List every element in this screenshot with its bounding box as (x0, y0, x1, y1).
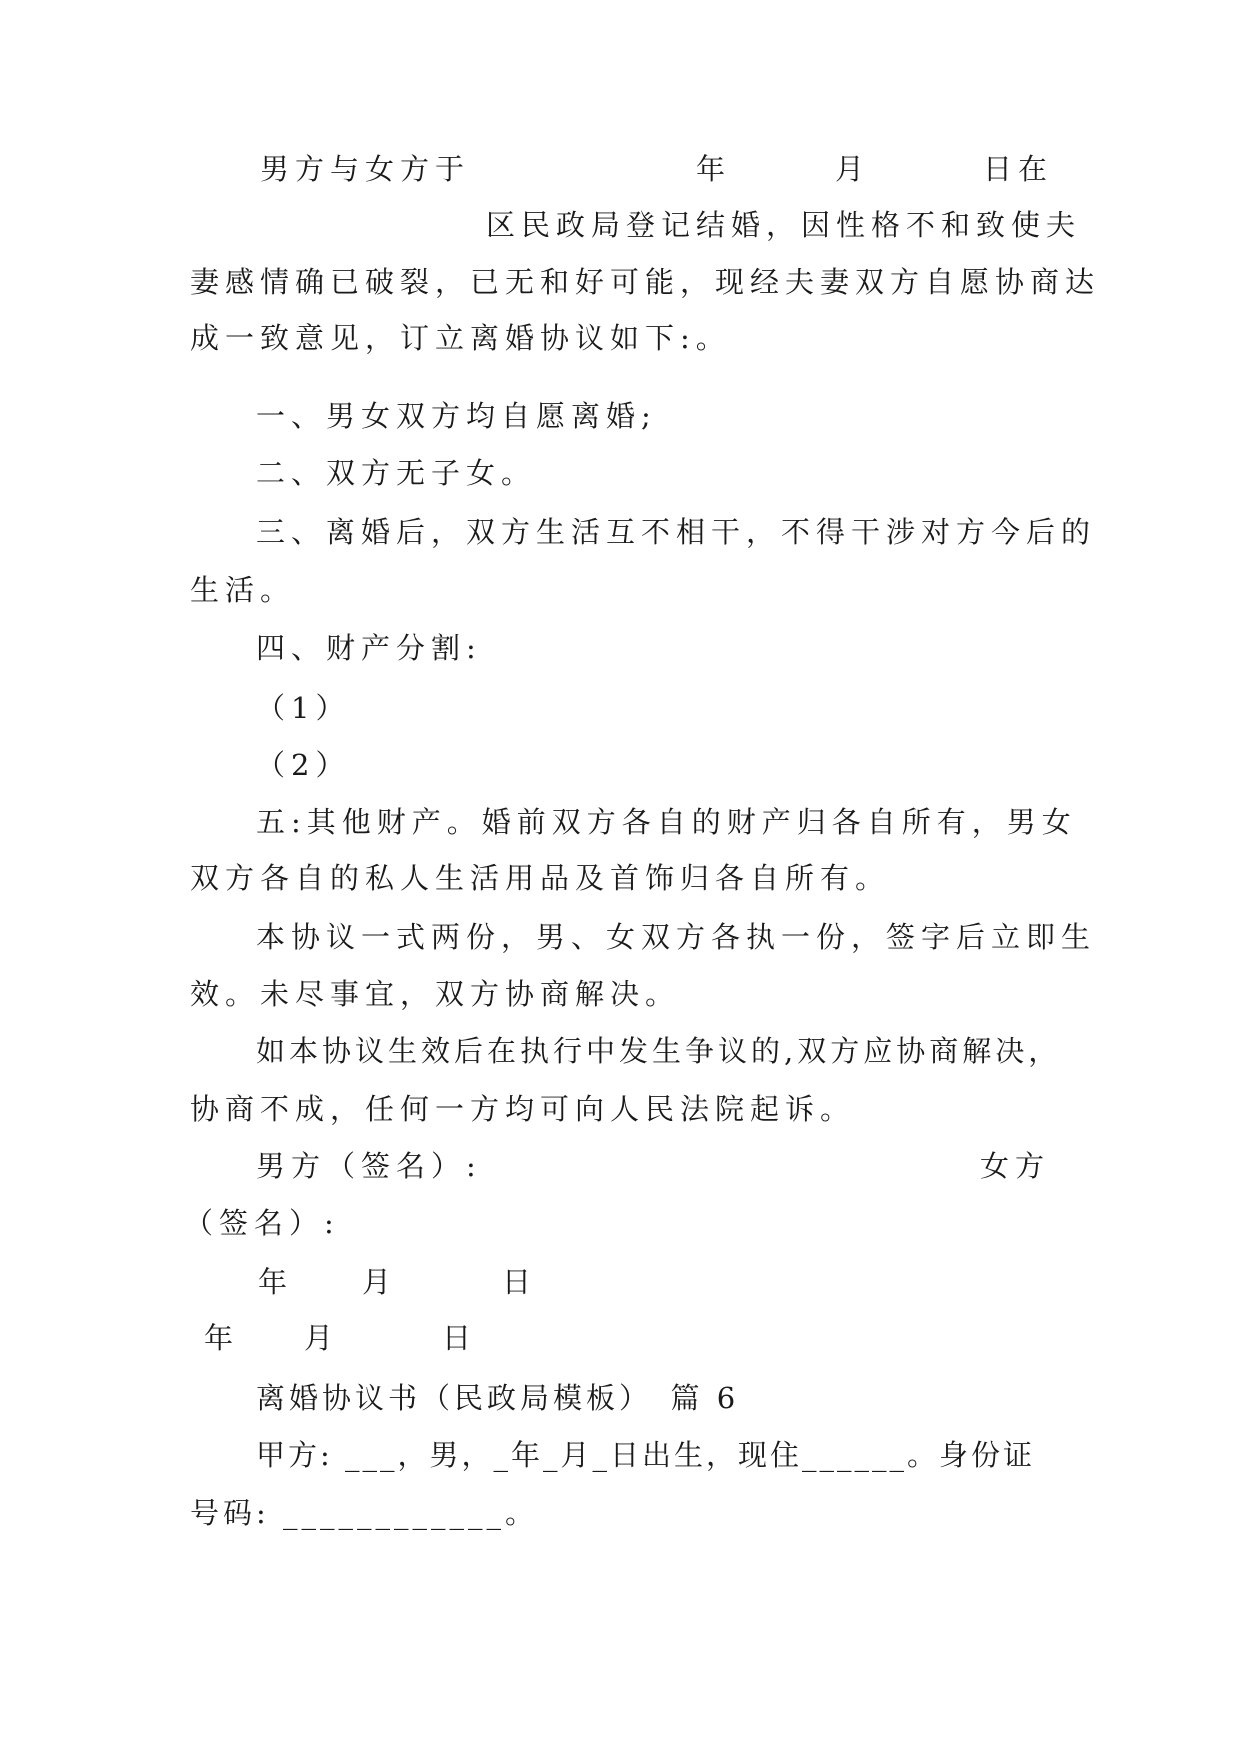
date2-day: 日 (442, 1321, 478, 1355)
dispute-line2: 协商不成，任何一方均可向人民法院起诉。 (190, 1092, 856, 1126)
item-1: （1） (256, 691, 351, 725)
party-a-line1: 甲方: ___，男，_年_月_日出生，现住______。身份证 (256, 1438, 1035, 1472)
date2-month: 月 (304, 1321, 340, 1355)
date2-year: 年 (204, 1321, 240, 1355)
clause-4: 四、财产分割: (256, 631, 482, 665)
clause-3-line2: 生活。 (190, 573, 296, 607)
clause-3-line1: 三、离婚后，双方生活互不相干，不得干涉对方今后的 (256, 515, 1097, 549)
intro-line2: 区民政局登记结婚，因性格不和致使夫 (486, 208, 1082, 242)
date1-day: 日 (502, 1265, 538, 1299)
intro-line4: 成一致意见，订立离婚协议如下:。 (190, 321, 731, 355)
intro-year: 年 (696, 152, 732, 186)
party-a-line2: 号码: ____________。 (190, 1496, 538, 1530)
female-signature-label-cont: （签名）: (184, 1206, 340, 1240)
clause-1: 一、男女双方均自愿离婚; (256, 399, 657, 433)
intro-month: 月 (835, 152, 871, 186)
section-title: 离婚协议书（民政局模板） 篇 6 (256, 1381, 740, 1415)
intro-line3: 妻感情确已破裂，已无和好可能，现经夫妻双方自愿协商达 (190, 265, 1101, 299)
clause-5-line1: 五:其他财产。婚前双方各自的财产归各自所有，男女 (256, 805, 1077, 839)
date1-year: 年 (258, 1265, 294, 1299)
copies-line1: 本协议一式两份，男、女双方各执一份，签字后立即生 (256, 920, 1097, 954)
item-2: （2） (256, 748, 351, 782)
dispute-line1: 如本协议生效后在执行中发生争议的,双方应协商解决， (256, 1034, 1062, 1068)
intro-day-at: 日在 (983, 152, 1054, 186)
female-signature-label: 女方 (980, 1149, 1051, 1183)
clause-2: 二、双方无子女。 (256, 456, 537, 490)
copies-line2: 效。未尽事宜，双方协商解决。 (190, 977, 681, 1011)
intro-part1: 男方与女方于 (260, 152, 471, 186)
date1-month: 月 (362, 1265, 398, 1299)
male-signature-label: 男方（签名）: (256, 1149, 482, 1183)
clause-5-line2: 双方各自的私人生活用品及首饰归各自所有。 (190, 861, 891, 895)
